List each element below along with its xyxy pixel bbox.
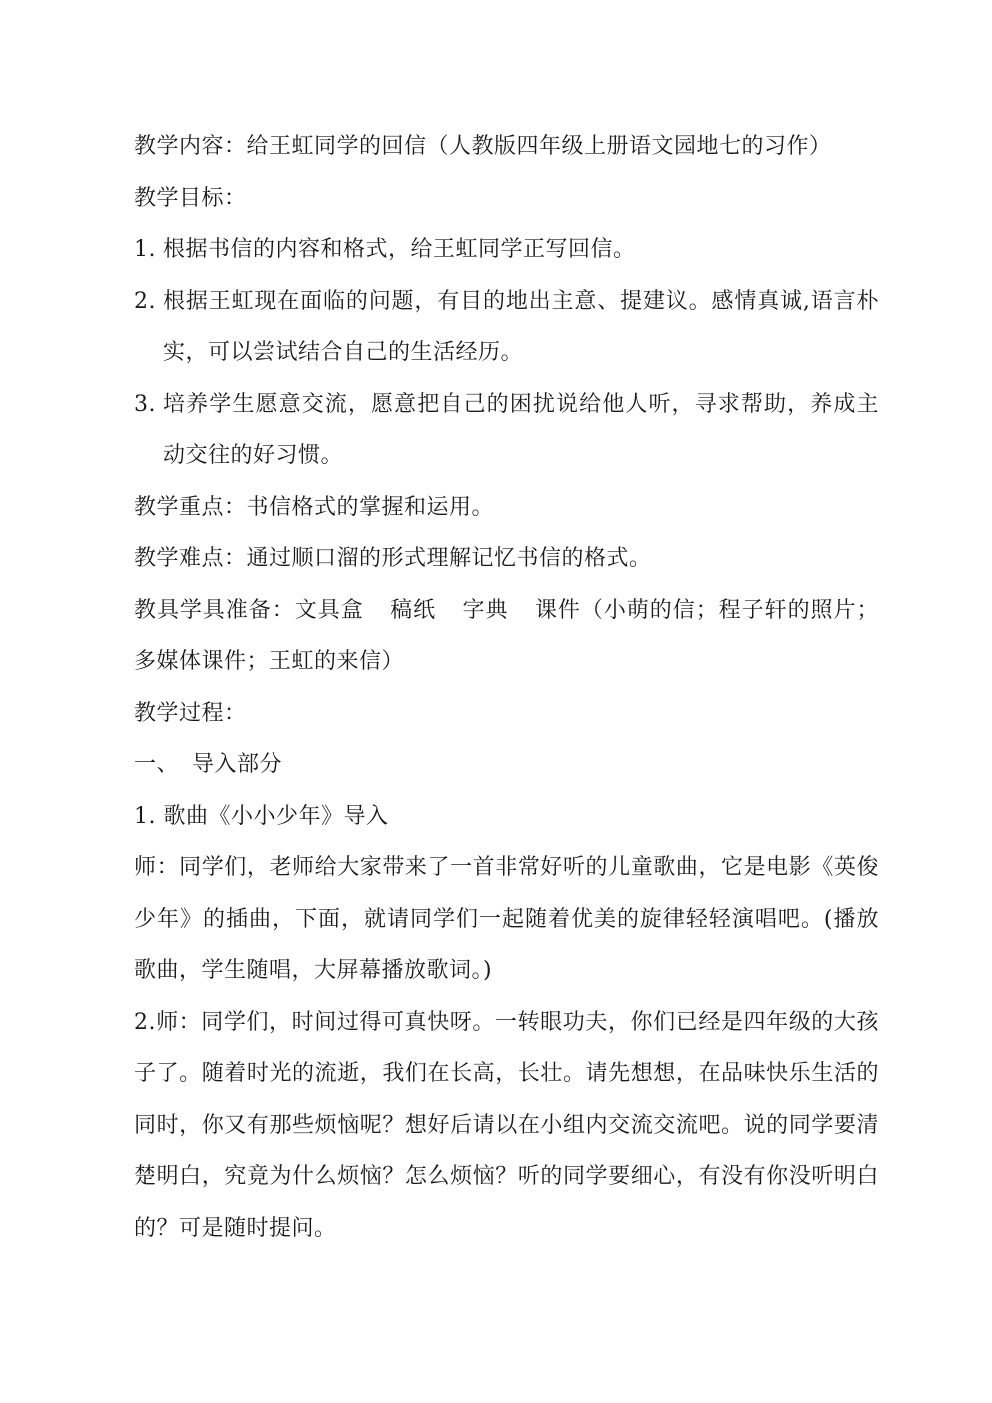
teaching-tools-paragraph — [134, 585, 879, 688]
lesson-plan-body — [134, 121, 879, 1254]
goal-item — [134, 276, 879, 379]
teaching-process-heading: 教学过程： — [134, 700, 247, 726]
step-line: 1. 歌曲《小小少年》导入 — [134, 803, 389, 829]
goal-number: 1. — [134, 237, 156, 262]
section-heading — [134, 739, 879, 791]
teacher-paragraph: 师：同学们，老师给大家带来了一首非常好听的儿童歌曲，它是电影《英俊少年》的插曲，下面，就请同学们一起随着优美的旋律轻轻演唱吧。(播放歌曲，学生随唱，大屏幕播放歌词。) — [134, 855, 879, 983]
goal-item — [134, 379, 879, 482]
goal-text: 根据王虹现在面临的问题，有目的地出主意、提建议。感情真诚,语言朴实，可以尝试结合自己的生活经历。 — [163, 288, 879, 365]
goal-text: 根据书信的内容和格式，给王虹同学正写回信。 — [163, 237, 636, 262]
goal-number: 3. — [134, 391, 156, 417]
goal-number: 2. — [134, 288, 156, 314]
goal-text: 培养学生愿意交流，愿意把自己的困扰说给他人听，寻求帮助，养成主动交往的好习惯。 — [163, 391, 879, 468]
goal-item — [134, 224, 879, 276]
teaching-goals-heading: 教学目标： — [134, 185, 247, 211]
tools-dictionary: 字典 — [462, 597, 509, 623]
teaching-content-line: 教学内容：给王虹同学的回信（人教版四年级上册语文园地七的习作） — [134, 134, 832, 159]
section-title: 导入部分 — [192, 752, 283, 777]
tools-rest: 课件（小萌的信；程子轩的照片；多媒体课件；王虹的来信） — [134, 597, 879, 674]
section-number: 一、 — [134, 752, 180, 777]
key-point-line: 教学重点：书信格式的掌握和运用。 — [134, 494, 495, 520]
tools-paper: 稿纸 — [389, 597, 437, 623]
tools-prefix: 教具学具准备：文具盒 — [134, 597, 364, 623]
teacher-paragraph: 2.师：同学们，时间过得可真快呀。一转眼功夫，你们已经是四年级的大孩子了。随着时光的流逝，我们在长高，长壮。请先想想，在品味快乐生活的同时，你又有那些烦恼呢？想好后请以在小组内交流交流吧。说的同学要清楚明白，究竟为什么烦恼？怎么烦恼？听的同学要细心，有没有你没听明白的？可是随时提问。 — [134, 1009, 879, 1241]
difficulty-line: 教学难点：通过顺口溜的形式理解记忆书信的格式。 — [134, 546, 652, 571]
